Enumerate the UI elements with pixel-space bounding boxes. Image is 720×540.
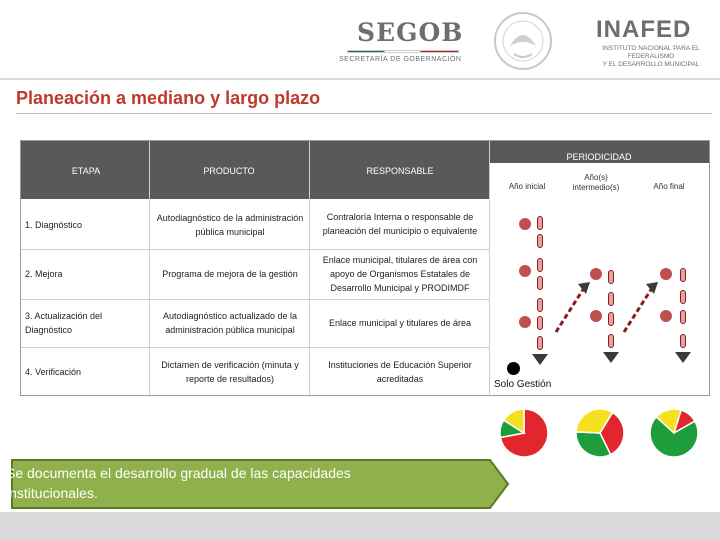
inafed-subtitle [586, 45, 716, 69]
pie-chart [576, 409, 624, 457]
mexico-seal-icon [488, 10, 558, 72]
marker-pill [537, 336, 543, 350]
segob-logo [335, 14, 470, 66]
header-banner [0, 0, 720, 80]
header-etapa: ETAPA [71, 166, 101, 176]
row-4-producto: Dictamen de verificación (minuta y reporte de resultados) [161, 360, 299, 384]
arrow-down-icon [675, 352, 691, 363]
header-anio-final: Año final [653, 182, 685, 191]
segob-name: SEGOB [357, 18, 464, 47]
row-4-responsable: Instituciones de Educación Superior acreditadas [328, 360, 472, 384]
marker-pill [537, 258, 543, 272]
col-sep-2 [309, 141, 310, 397]
col-sep-3 [489, 141, 490, 397]
marker-pill [537, 316, 543, 330]
inafed-logo [586, 14, 716, 66]
inafed-subtitle-line-2: Y EL DESARROLLO MUNICIPAL [602, 61, 700, 68]
row-2-etapa: 2. Mejora [25, 269, 63, 279]
marker-circle [519, 218, 531, 230]
row-2-producto: Programa de mejora de la gestión [162, 269, 298, 279]
marker-circle [590, 268, 602, 280]
marker-circle [519, 316, 531, 328]
diagonal-arrows [548, 280, 698, 340]
title-rule [16, 113, 712, 114]
arrow-down-icon [532, 354, 548, 365]
header-producto: PRODUCTO [203, 166, 255, 176]
arrow-down-icon [603, 352, 619, 363]
footer-bar [0, 512, 720, 540]
page-title: Planeación a mediano y largo plazo [16, 88, 321, 108]
marker-pill [680, 334, 686, 348]
marker-pill [537, 216, 543, 230]
marker-circle [660, 268, 672, 280]
header-periodicidad: PERIODICIDAD [566, 152, 632, 162]
row-1-etapa: 1. Diagnóstico [25, 220, 83, 230]
row-1-responsable: Contraloría Interna o responsable de planeación del municipio o equivalente [322, 212, 478, 236]
callout-text: Se documenta el desarrollo gradual de las capacidades institucionales. [6, 465, 351, 501]
marker-pill [537, 234, 543, 248]
segob-flag-bar [347, 50, 459, 53]
solo-gestion-label: Solo Gestión [494, 379, 552, 390]
pie-chart [500, 409, 548, 457]
row-3-responsable: Enlace municipal y titulares de área [328, 318, 472, 328]
col-sep-1 [149, 141, 150, 397]
header-anio-intermedio: Año(s) intermedio(s) [572, 173, 620, 192]
inafed-subtitle-line-1: INSTITUTO NACIONAL PARA EL FEDERALISMO [602, 45, 700, 60]
row-3-producto: Autodiagnóstico actualizado de la administración pública municipal [162, 311, 298, 335]
row-2-responsable: Enlace municipal, titulares de área con apoyo de Organismos Estatales de Desarrollo Municipal y PRODIMDF [322, 255, 478, 293]
header-divider [0, 78, 720, 80]
capacity-pies [490, 405, 710, 461]
row-3-etapa: 3. Actualización del Diagnóstico [25, 311, 103, 335]
marker-pill [537, 276, 543, 290]
row-4-etapa: 4. Verificación [25, 367, 82, 377]
inafed-name: INAFED [596, 16, 692, 43]
marker-pill [608, 334, 614, 348]
header-anio-inicial: Año inicial [508, 182, 546, 191]
marker-pill [537, 298, 543, 312]
pie-chart [650, 409, 698, 457]
header-responsable: RESPONSABLE [366, 166, 434, 176]
solo-gestion-dot [507, 362, 520, 375]
segob-subtitle: SECRETARÍA DE GOBERNACIÓN [339, 56, 462, 63]
row-1-producto: Autodiagnóstico de la administración pública municipal [156, 213, 304, 237]
marker-circle [519, 265, 531, 277]
